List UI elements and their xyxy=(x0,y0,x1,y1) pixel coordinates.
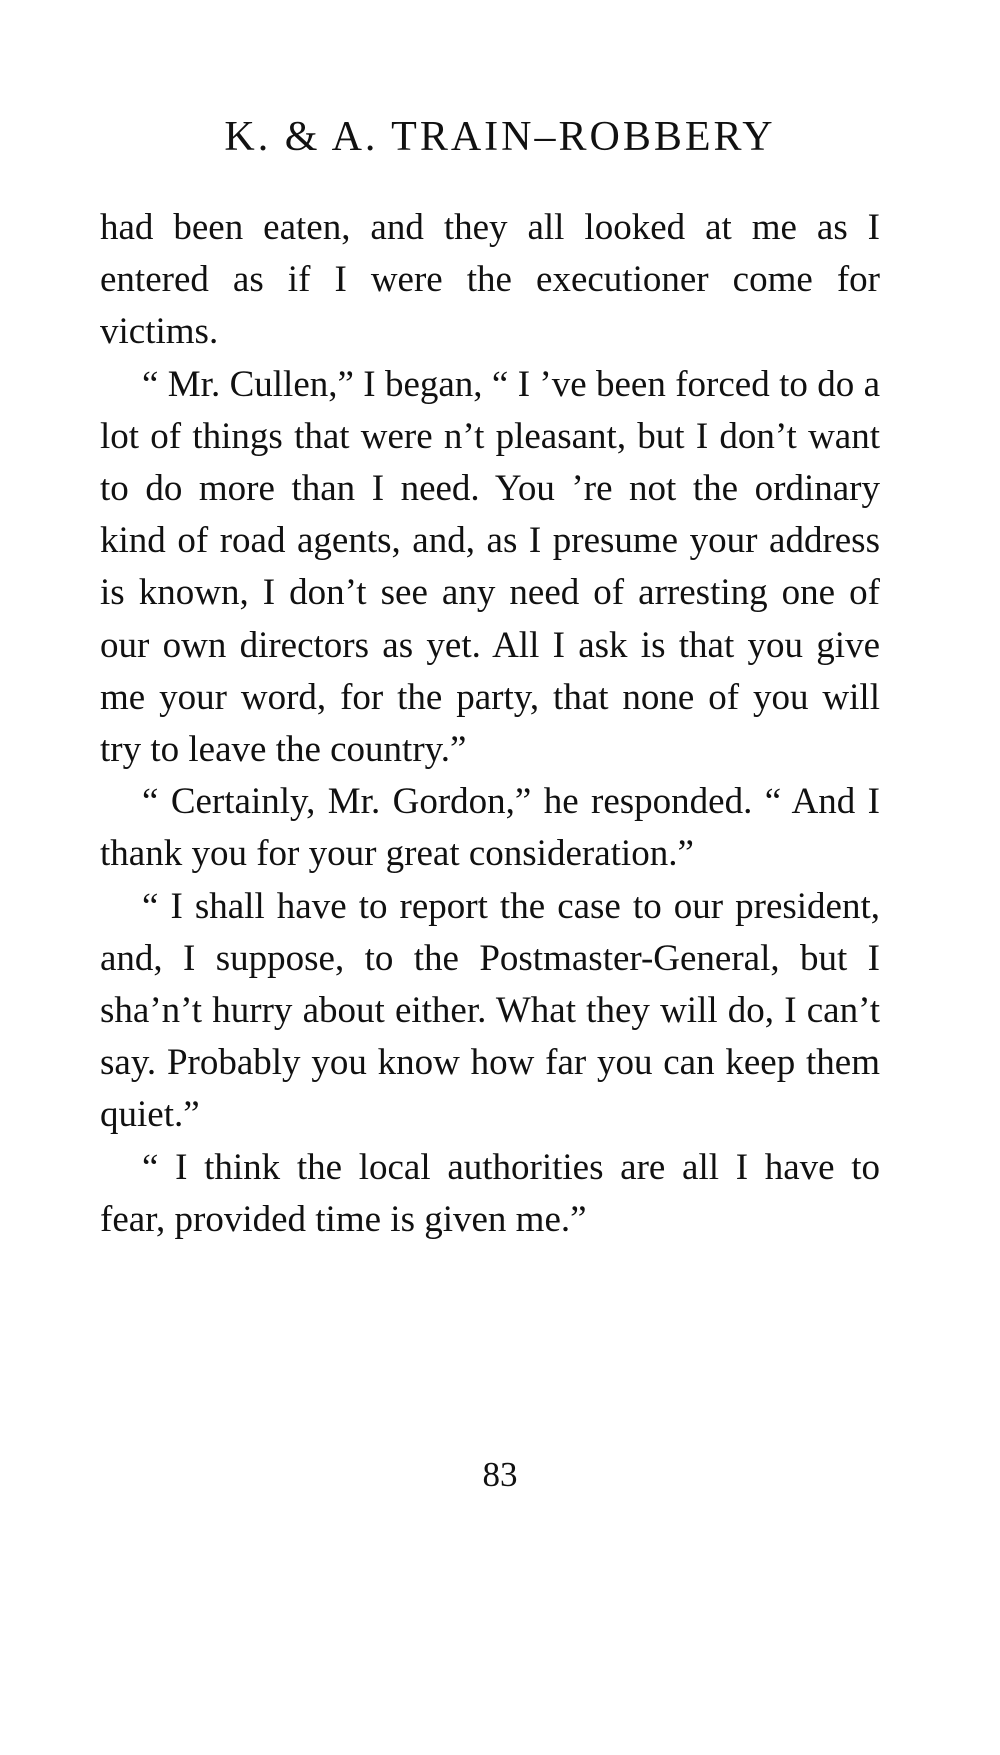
running-head: K. & A. TRAIN–ROBBERY xyxy=(224,114,776,160)
paragraph: “ Certainly, Mr. Gordon,” he responded. “ And I thank you for your great consideration.” xyxy=(100,781,880,875)
paragraph: “ Mr. Cullen,” I began, “ I ’ve been forced to do a lot of things that were n’t pleasant, but I don’t want to do more than I need. You ’re not the ordinary kind of road agents, and, as I presume your address is known, I don’t see any need of arresting one of our own directors as yet. All I ask is that you give me your word, for the party, that none of you will try to leave the country.” xyxy=(100,363,880,771)
paragraph: had been eaten, and they all looked at me as I entered as if I were the executioner come for victims. xyxy=(100,207,880,353)
paragraph: “ I think the local authorities are all I have to fear, provided time is given me.” xyxy=(100,1146,880,1240)
paragraph: “ I shall have to report the case to our president, and, I suppose, to the Postmaster-General, but I sha’n’t hurry about either. What they will do, I can’t say. Probably you know how far you can keep them quiet.” xyxy=(100,885,880,1136)
page-number: 83 xyxy=(482,1455,518,1494)
body-text xyxy=(100,202,880,1246)
